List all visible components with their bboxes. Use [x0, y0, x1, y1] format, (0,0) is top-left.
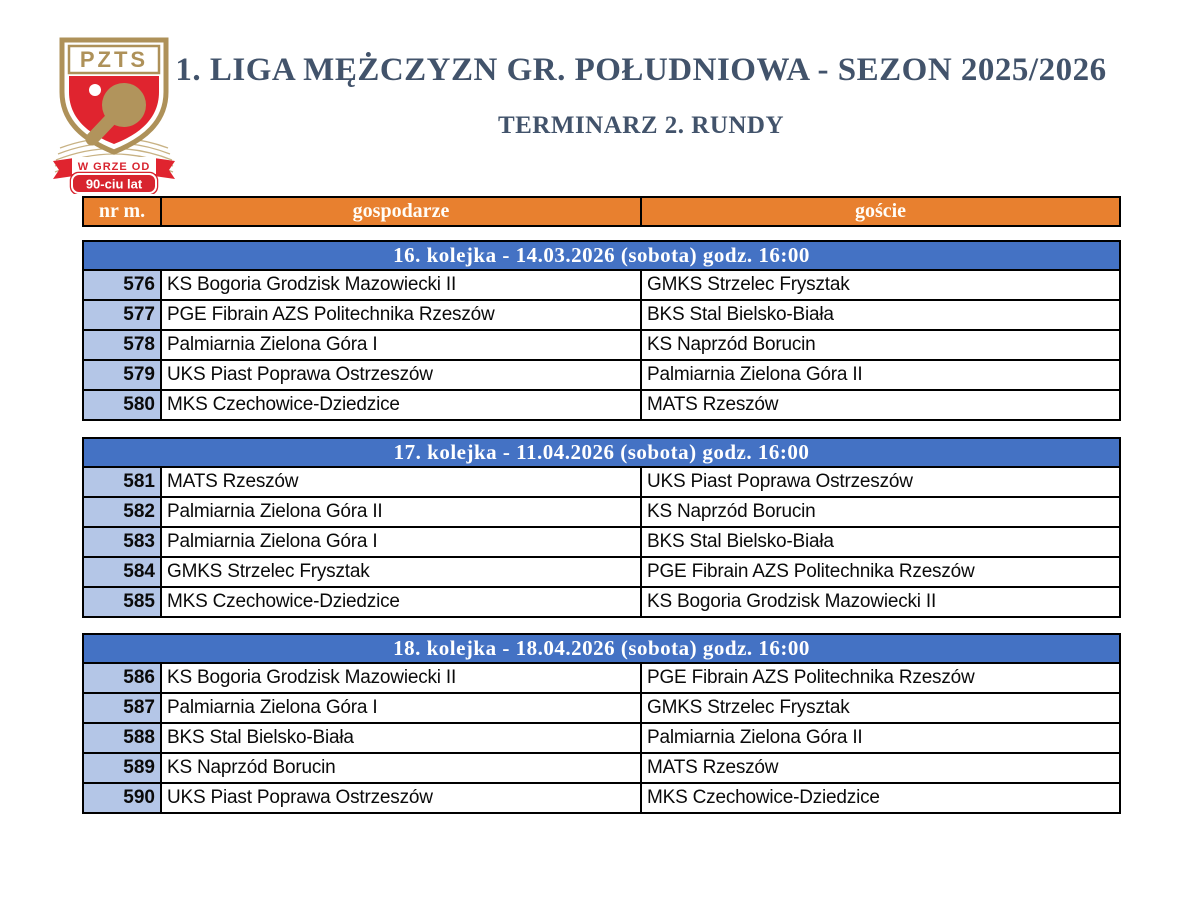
- document-header: [98, 52, 1184, 140]
- round-section-18: [82, 633, 1121, 814]
- table-row: [83, 663, 1120, 693]
- ribbon-bottom-text: 90-ciu lat: [85, 176, 143, 192]
- home-team-cell: KS Bogoria Grodzisk Mazowiecki II: [161, 270, 641, 300]
- ribbon-top-text: W GRZE OD: [77, 161, 151, 173]
- table-row: [83, 527, 1120, 557]
- away-team-cell: GMKS Strzelec Frysztak: [641, 270, 1120, 300]
- page-subtitle: TERMINARZ 2. RUNDY: [497, 111, 785, 139]
- schedule-table: [82, 196, 1119, 814]
- away-team-cell: PGE Fibrain AZS Politechnika Rzeszów: [641, 557, 1120, 587]
- home-team-cell: GMKS Strzelec Frysztak: [161, 557, 641, 587]
- away-team-cell: MATS Rzeszów: [641, 753, 1120, 783]
- match-number-cell: 581: [83, 467, 161, 497]
- away-team-cell: MKS Czechowice-Dziedzice: [641, 783, 1120, 813]
- away-team-cell: KS Bogoria Grodzisk Mazowiecki II: [641, 587, 1120, 617]
- match-number-cell: 584: [83, 557, 161, 587]
- column-header-hosts: gospodarze: [161, 197, 641, 226]
- column-header-nr: nr m.: [83, 197, 161, 226]
- away-team-cell: KS Naprzód Borucin: [641, 330, 1120, 360]
- away-team-cell: UKS Piast Poprawa Ostrzeszów: [641, 467, 1120, 497]
- away-team-cell: Palmiarnia Zielona Góra II: [641, 723, 1120, 753]
- match-number-cell: 576: [83, 270, 161, 300]
- round-header: 16. kolejka - 14.03.2026 (sobota) godz. 16:00: [83, 241, 1120, 270]
- away-team-cell: BKS Stal Bielsko-Biała: [641, 527, 1120, 557]
- logo-ribbon: [53, 157, 175, 194]
- column-header-row: [82, 196, 1121, 227]
- match-number-cell: 577: [83, 300, 161, 330]
- home-team-cell: Palmiarnia Zielona Góra I: [161, 693, 641, 723]
- table-row: [83, 693, 1120, 723]
- round-header: 17. kolejka - 11.04.2026 (sobota) godz. 16:00: [83, 438, 1120, 467]
- column-header-guests: goście: [641, 197, 1120, 226]
- match-number-cell: 590: [83, 783, 161, 813]
- table-row: [83, 753, 1120, 783]
- round-section-16: [82, 240, 1121, 421]
- table-row: [83, 497, 1120, 527]
- table-row: [83, 467, 1120, 497]
- table-row: [83, 723, 1120, 753]
- home-team-cell: Palmiarnia Zielona Góra II: [161, 497, 641, 527]
- table-row: [83, 557, 1120, 587]
- home-team-cell: KS Naprzód Borucin: [161, 753, 641, 783]
- match-number-cell: 583: [83, 527, 161, 557]
- match-number-cell: 579: [83, 360, 161, 390]
- home-team-cell: UKS Piast Poprawa Ostrzeszów: [161, 783, 641, 813]
- table-row: [83, 270, 1120, 300]
- table-row: [83, 390, 1120, 420]
- table-row: [83, 587, 1120, 617]
- match-number-cell: 585: [83, 587, 161, 617]
- table-row: [83, 783, 1120, 813]
- match-number-cell: 589: [83, 753, 161, 783]
- home-team-cell: PGE Fibrain AZS Politechnika Rzeszów: [161, 300, 641, 330]
- away-team-cell: PGE Fibrain AZS Politechnika Rzeszów: [641, 663, 1120, 693]
- table-row: [83, 330, 1120, 360]
- round-header: 18. kolejka - 18.04.2026 (sobota) godz. 16:00: [83, 634, 1120, 663]
- logo-acronym: PZTS: [79, 47, 149, 72]
- home-team-cell: MATS Rzeszów: [161, 467, 641, 497]
- home-team-cell: Palmiarnia Zielona Góra I: [161, 527, 641, 557]
- page-title: 1. LIGA MĘŻCZYZN GR. POŁUDNIOWA - SEZON 2025/2026: [175, 52, 1107, 88]
- table-row: [83, 360, 1120, 390]
- match-number-cell: 586: [83, 663, 161, 693]
- table-row: [83, 300, 1120, 330]
- home-team-cell: MKS Czechowice-Dziedzice: [161, 390, 641, 420]
- round-section-17: [82, 437, 1121, 618]
- match-number-cell: 580: [83, 390, 161, 420]
- home-team-cell: UKS Piast Poprawa Ostrzeszów: [161, 360, 641, 390]
- match-number-cell: 578: [83, 330, 161, 360]
- away-team-cell: KS Naprzód Borucin: [641, 497, 1120, 527]
- home-team-cell: BKS Stal Bielsko-Biała: [161, 723, 641, 753]
- away-team-cell: Palmiarnia Zielona Góra II: [641, 360, 1120, 390]
- away-team-cell: BKS Stal Bielsko-Biała: [641, 300, 1120, 330]
- home-team-cell: MKS Czechowice-Dziedzice: [161, 587, 641, 617]
- match-number-cell: 582: [83, 497, 161, 527]
- home-team-cell: KS Bogoria Grodzisk Mazowiecki II: [161, 663, 641, 693]
- home-team-cell: Palmiarnia Zielona Góra I: [161, 330, 641, 360]
- match-number-cell: 588: [83, 723, 161, 753]
- away-team-cell: MATS Rzeszów: [641, 390, 1120, 420]
- match-number-cell: 587: [83, 693, 161, 723]
- away-team-cell: GMKS Strzelec Frysztak: [641, 693, 1120, 723]
